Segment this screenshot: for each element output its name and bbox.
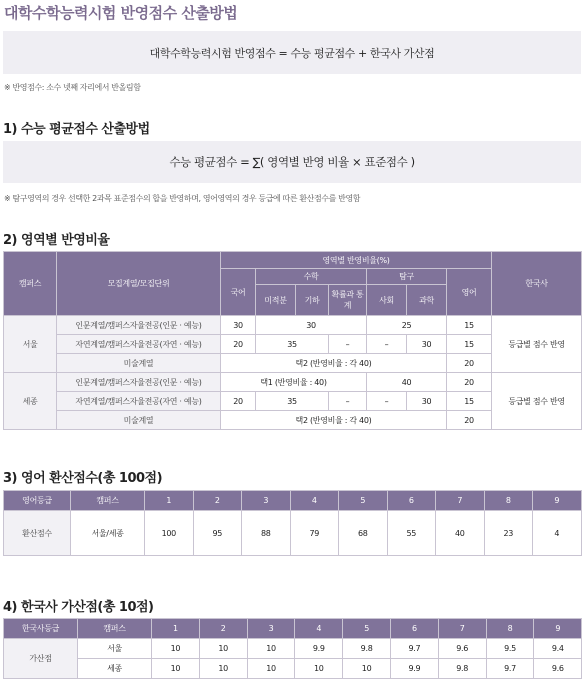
header-english: 영어 (447, 269, 492, 316)
header-unit: 모집계열/모집단위 (57, 252, 221, 316)
score-cell: 10 (199, 639, 247, 659)
header-math: 수학 (256, 269, 367, 285)
grade-header: 3 (247, 619, 295, 639)
header-english-grade: 영어등급 (4, 491, 71, 511)
cell-korean: 20 (221, 392, 256, 411)
english-score-table (3, 490, 582, 556)
formula-total: 대학수학능력시험 반영점수 = 수능 평균점수 + 한국사 가산점 (3, 31, 581, 74)
score-cell: 10 (152, 639, 200, 659)
cell-probability: – (329, 335, 367, 354)
score-cell: 23 (484, 511, 533, 556)
cell-merged: 택1 (반영비율 : 40) (221, 373, 367, 392)
cell-social: – (367, 335, 407, 354)
grade-header: 2 (199, 619, 247, 639)
score-cell: 9.7 (486, 659, 534, 679)
history-note: 등급별 점수 반영 (492, 316, 582, 373)
cell-korean: 30 (221, 316, 256, 335)
grade-header: 1 (145, 491, 194, 511)
cell-math: 30 (256, 316, 367, 335)
header-social: 사회 (367, 285, 407, 316)
header-inquiry: 탐구 (367, 269, 447, 285)
score-cell: 9.9 (390, 659, 438, 679)
section-3-title: 3) 영어 환산점수(총 100점) (3, 471, 163, 486)
grade-header: 2 (193, 491, 242, 511)
grade-header: 4 (290, 491, 339, 511)
grade-header: 8 (486, 619, 534, 639)
score-cell: 10 (152, 659, 200, 679)
cell-probability: – (329, 392, 367, 411)
ratio-table (3, 251, 582, 430)
score-cell: 9.6 (534, 659, 582, 679)
campus-cell: 세종 (78, 659, 152, 679)
section-4-title: 4) 한국사 가산점(총 10점) (3, 600, 154, 615)
cell-english: 20 (447, 411, 492, 430)
score-cell: 10 (295, 659, 343, 679)
header-campus: 캠퍼스 (4, 252, 57, 316)
score-cell: 55 (387, 511, 436, 556)
unit-label: 미술계열 (57, 354, 221, 373)
grade-header: 8 (484, 491, 533, 511)
score-cell: 88 (242, 511, 291, 556)
row-label: 가산점 (4, 639, 78, 679)
grade-header: 6 (390, 619, 438, 639)
header-science: 과학 (407, 285, 447, 316)
rounding-note: ※ 반영점수: 소수 넷째 자리에서 반올림함 (4, 83, 141, 92)
cell-english: 15 (447, 392, 492, 411)
score-cell: 9.8 (343, 639, 391, 659)
grade-header: 7 (436, 491, 485, 511)
cell-science: 30 (407, 392, 447, 411)
score-cell: 100 (145, 511, 194, 556)
row-label: 환산점수 (4, 511, 71, 556)
section-1-title: 1) 수능 평균점수 산출방법 (3, 122, 150, 137)
cell-calculus-geometry: 35 (256, 392, 329, 411)
cell-english: 20 (447, 373, 492, 392)
cell-science: 30 (407, 335, 447, 354)
cell-english: 15 (447, 335, 492, 354)
cell-korean: 20 (221, 335, 256, 354)
grade-header: 7 (438, 619, 486, 639)
cell-merged: 택2 (반영비율 : 각 40) (221, 411, 447, 430)
cell-calculus-geometry: 35 (256, 335, 329, 354)
grade-header: 5 (343, 619, 391, 639)
grade-header: 9 (534, 619, 582, 639)
section-2-title: 2) 영역별 반영비율 (3, 233, 110, 248)
grade-header: 9 (533, 491, 582, 511)
grade-header: 6 (387, 491, 436, 511)
score-cell: 9.4 (534, 639, 582, 659)
score-cell: 9.8 (438, 659, 486, 679)
score-cell: 68 (339, 511, 388, 556)
unit-label: 자연계열/캠퍼스자율전공(자연 · 예능) (57, 392, 221, 411)
history-note: 등급별 점수 반영 (492, 373, 582, 430)
score-cell: 9.9 (295, 639, 343, 659)
header-geometry: 기하 (296, 285, 329, 316)
header-ratio: 영역별 반영비율(%) (221, 252, 492, 269)
page-title: 대학수학능력시험 반영점수 산출방법 (4, 4, 238, 22)
unit-label: 미술계열 (57, 411, 221, 430)
inquiry-note: ※ 탐구영역의 경우 선택한 2과목 표준점수의 합을 반영하며, 영어영역의 경우 등급에 따른 환산점수를 반영함 (4, 194, 361, 203)
score-cell: 9.6 (438, 639, 486, 659)
score-cell: 95 (193, 511, 242, 556)
formula-average: 수능 평균점수 = ∑( 영역별 반영 비율 × 표준점수 ) (3, 141, 581, 183)
grade-header: 1 (152, 619, 200, 639)
campus-cell: 서울 (78, 639, 152, 659)
grade-header: 5 (339, 491, 388, 511)
score-cell: 9.5 (486, 639, 534, 659)
score-cell: 10 (247, 639, 295, 659)
score-cell: 10 (199, 659, 247, 679)
unit-label: 자연계열/캠퍼스자율전공(자연 · 예능) (57, 335, 221, 354)
campus-sejong: 세종 (4, 373, 57, 430)
cell-merged: 택2 (반영비율 : 각 40) (221, 354, 447, 373)
score-cell: 10 (247, 659, 295, 679)
cell-english: 20 (447, 354, 492, 373)
header-history-grade: 한국사등급 (4, 619, 78, 639)
campus-cell: 서울/세종 (71, 511, 145, 556)
cell-social: – (367, 392, 407, 411)
header-probability: 확률과 통계 (329, 285, 367, 316)
header-campus: 캠퍼스 (78, 619, 152, 639)
grade-header: 3 (242, 491, 291, 511)
header-campus: 캠퍼스 (71, 491, 145, 511)
score-cell: 10 (343, 659, 391, 679)
unit-label: 인문계열/캠퍼스자율전공(인문 · 예능) (57, 373, 221, 392)
cell-english: 15 (447, 316, 492, 335)
score-cell: 4 (533, 511, 582, 556)
score-cell: 9.7 (390, 639, 438, 659)
history-score-table (3, 618, 582, 679)
unit-label: 인문계열/캠퍼스자율전공(인문 · 예능) (57, 316, 221, 335)
header-history: 한국사 (492, 252, 582, 316)
score-cell: 40 (436, 511, 485, 556)
cell-inquiry: 40 (367, 373, 447, 392)
header-korean: 국어 (221, 269, 256, 316)
grade-header: 4 (295, 619, 343, 639)
cell-inquiry: 25 (367, 316, 447, 335)
header-calculus: 미적분 (256, 285, 296, 316)
score-cell: 79 (290, 511, 339, 556)
campus-seoul: 서울 (4, 316, 57, 373)
